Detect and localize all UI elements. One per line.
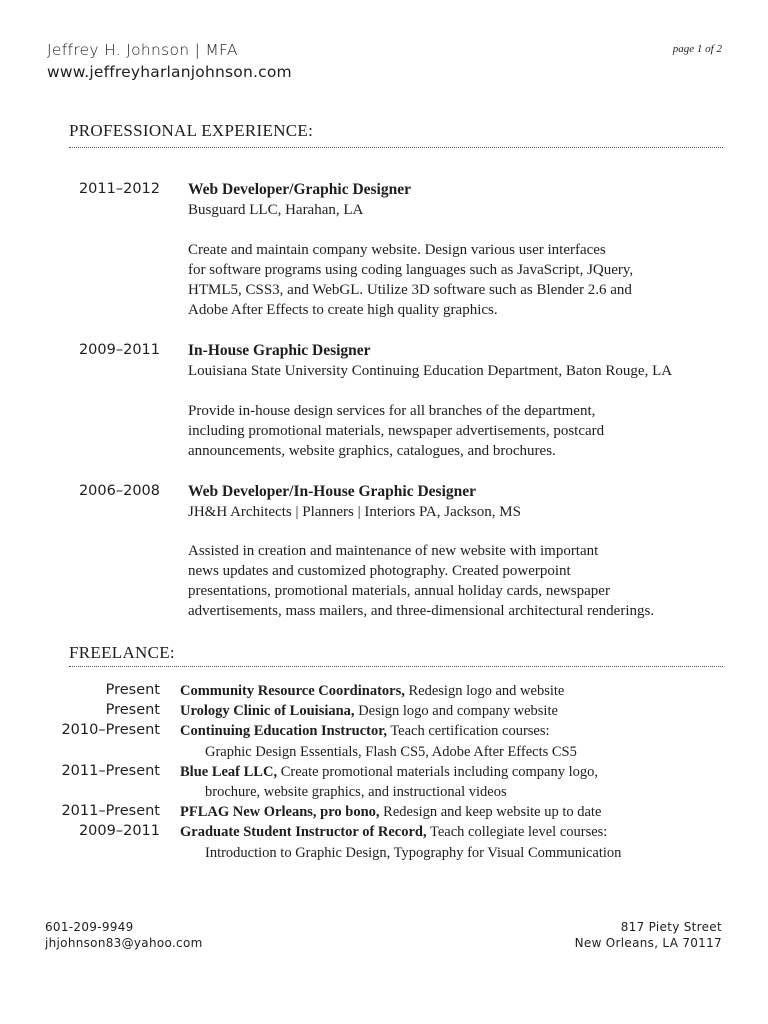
resume-name: Jeffrey H. Johnson | MFA	[47, 41, 238, 59]
job-title: Web Developer/Graphic Designer	[188, 181, 411, 198]
freelance-entry	[180, 703, 558, 720]
freelance-date: 2009–2011	[78, 823, 160, 839]
freelance-date: 2011–Present	[61, 763, 160, 779]
job-description-line: announcements, website graphics, catalogues, and brochures.	[188, 443, 556, 459]
email-address[interactable]: jhjohnson83@yahoo.com	[45, 936, 203, 950]
job-dates: 2009–2011	[78, 342, 160, 358]
freelance-entry	[180, 723, 550, 740]
job-dates: 2011–2012	[78, 181, 160, 197]
job-description-line: news updates and customized photography. Created powerpoint	[188, 563, 571, 579]
freelance-entry	[180, 764, 598, 781]
freelance-date: 2010–Present	[61, 722, 160, 738]
freelance-client: Graduate Student Instructor of Record,	[180, 824, 427, 840]
freelance-client: Blue Leaf LLC,	[180, 764, 278, 780]
freelance-text: Create promotional materials including company logo,	[280, 764, 599, 780]
job-dates: 2006–2008	[78, 483, 160, 499]
section-heading-experience: PROFESSIONAL EXPERIENCE:	[69, 121, 314, 140]
section-divider	[69, 147, 723, 148]
freelance-date: Present	[105, 702, 160, 718]
job-description-line: including promotional materials, newspaper advertisements, postcard	[188, 423, 605, 439]
job-company: Busguard LLC, Harahan, LA	[188, 202, 364, 218]
freelance-continuation: Graphic Design Essentials, Flash CS5, Adobe After Effects CS5	[205, 744, 577, 760]
freelance-entry	[180, 824, 607, 841]
freelance-text: Redesign and keep website up to date	[383, 804, 602, 820]
section-heading-freelance: FREELANCE:	[69, 643, 175, 662]
freelance-text: Design logo and company website	[358, 703, 558, 719]
job-description-line: Provide in-house design services for all branches of the department,	[188, 403, 596, 419]
section-divider	[69, 666, 723, 667]
freelance-client: Community Resource Coordinators,	[180, 683, 405, 699]
freelance-continuation: Introduction to Graphic Design, Typography for Visual Communication	[205, 845, 622, 861]
job-description-line: Adobe After Effects to create high quality graphics.	[188, 302, 498, 318]
job-description-line: for software programs using coding languages such as JavaScript, JQuery,	[188, 262, 634, 278]
freelance-date: 2011–Present	[61, 803, 160, 819]
freelance-entry	[180, 804, 601, 821]
job-description-line: Create and maintain company website. Design various user interfaces	[188, 242, 606, 258]
freelance-date: Present	[105, 682, 160, 698]
job-description-line: Assisted in creation and maintenance of new website with important	[188, 543, 599, 559]
freelance-client: PFLAG New Orleans, pro bono,	[180, 804, 380, 820]
job-title: In-House Graphic Designer	[188, 342, 371, 359]
job-description-line: advertisements, mass mailers, and three-dimensional architectural renderings.	[188, 603, 655, 619]
job-description-line: HTML5, CSS3, and WebGL. Utilize 3D software such as Blender 2.6 and	[188, 282, 632, 298]
city-address: New Orleans, LA 70117	[574, 936, 722, 950]
job-title: Web Developer/In-House Graphic Designer	[188, 483, 477, 500]
job-company: Louisiana State University Continuing Education Department, Baton Rouge, LA	[188, 363, 673, 379]
job-description-line: presentations, promotional materials, annual holiday cards, newspaper	[188, 583, 610, 599]
freelance-text: Redesign logo and website	[408, 683, 565, 699]
freelance-client: Continuing Education Instructor,	[180, 723, 387, 739]
freelance-text: Teach certification courses:	[390, 723, 550, 739]
job-company: JH&H Architects | Planners | Interiors PA, Jackson, MS	[188, 504, 521, 520]
phone-number: 601-209-9949	[45, 920, 134, 934]
freelance-entry	[180, 683, 564, 700]
page-indicator: page 1 of 2	[672, 43, 722, 55]
website-link[interactable]: www.jeffreyharlanjohnson.com	[47, 63, 292, 81]
street-address: 817 Piety Street	[620, 920, 722, 934]
freelance-continuation: brochure, website graphics, and instructional videos	[205, 784, 507, 800]
freelance-text: Teach collegiate level courses:	[430, 824, 608, 840]
freelance-client: Urology Clinic of Louisiana,	[180, 703, 355, 719]
